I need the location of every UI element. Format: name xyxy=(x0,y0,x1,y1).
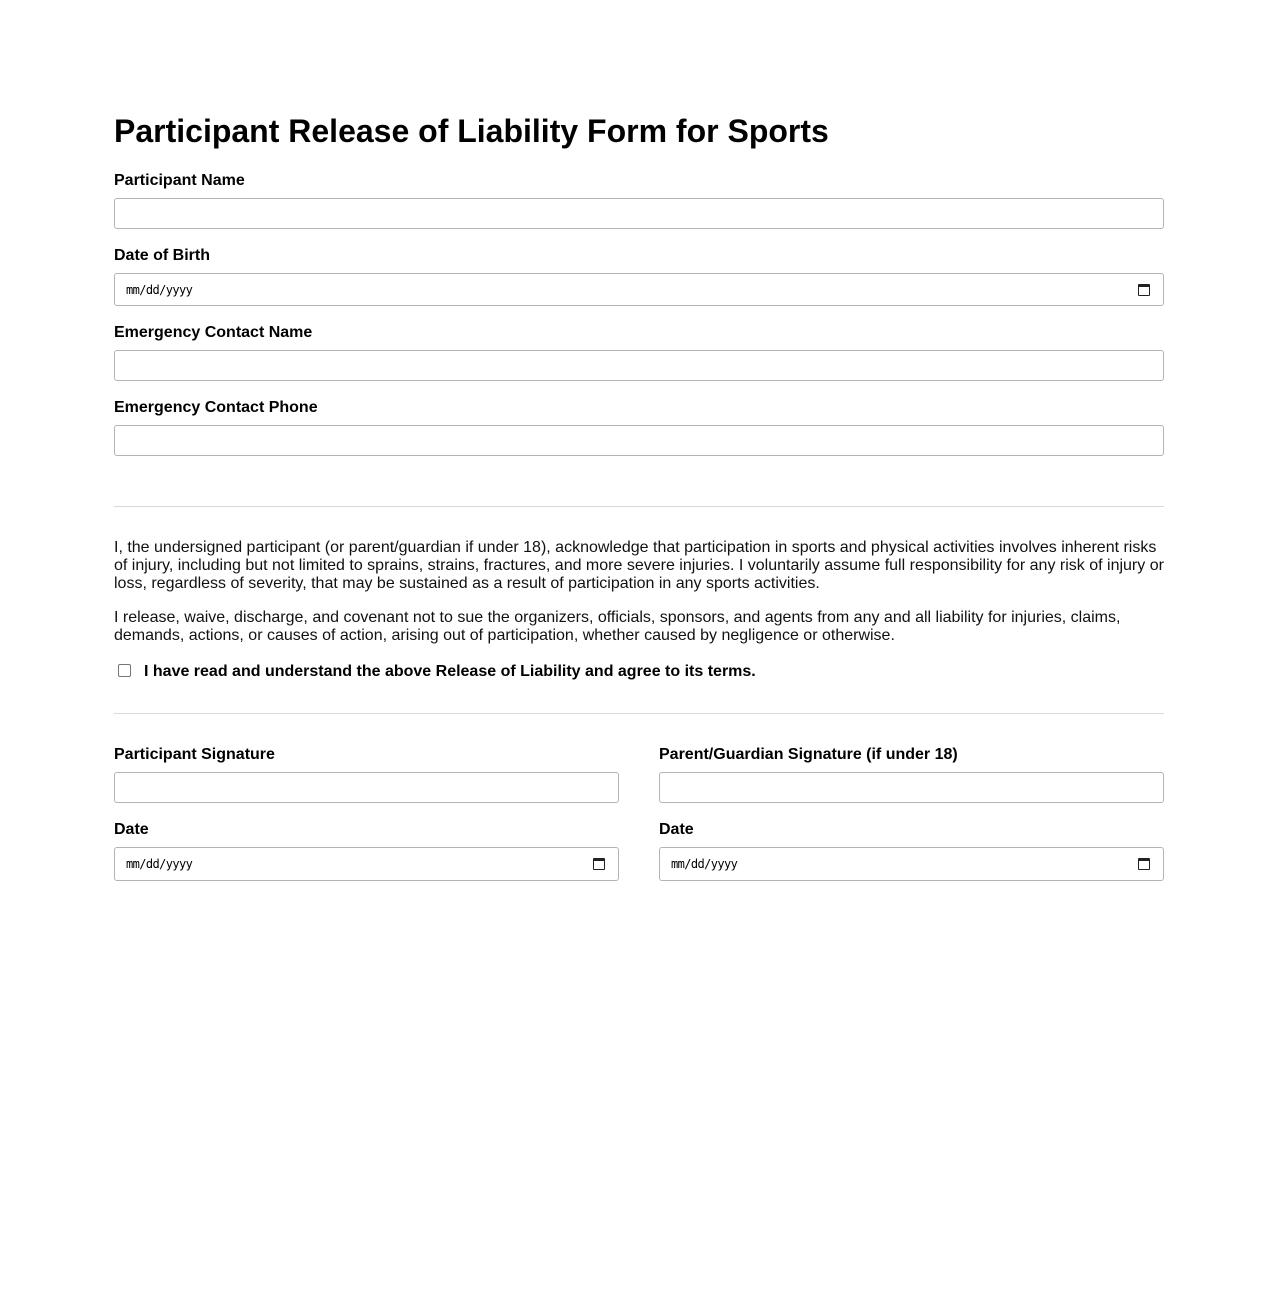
release-paragraph-1: I, the undersigned participant (or parent/guardian if under 18), acknowledge that participation in sports and physical activities involves inherent risks of injury, including but not limited to sprains, strains, fractures, and more severe injuries. I voluntarily assume full responsibility for any risk of injury or loss, regardless of severity, that may be sustained as a result of participation in any sports activities. xyxy=(114,539,1164,592)
guardian-signature-input[interactable] xyxy=(659,772,1164,803)
emergency-phone-label: Emergency Contact Phone xyxy=(114,399,318,416)
calendar-icon[interactable] xyxy=(1138,284,1150,296)
guardian-date-label: Date xyxy=(659,821,694,838)
participant-name-input[interactable] xyxy=(114,198,1164,229)
divider xyxy=(114,506,1164,507)
emergency-name-input[interactable] xyxy=(114,350,1164,381)
guardian-date-placeholder: mm/dd/yyyy xyxy=(671,857,738,871)
participant-date-input[interactable] xyxy=(114,847,619,881)
guardian-signature-label: Parent/Guardian Signature (if under 18) xyxy=(659,746,958,763)
participant-date-placeholder: mm/dd/yyyy xyxy=(126,857,193,871)
guardian-date-input[interactable] xyxy=(659,847,1164,881)
dob-label: Date of Birth xyxy=(114,247,210,264)
agree-checkbox[interactable] xyxy=(118,664,131,677)
page-title: Participant Release of Liability Form for Sports xyxy=(114,113,829,149)
release-paragraph-2: I release, waive, discharge, and covenant not to sue the organizers, officials, sponsors, and agents from any and all liability for injuries, claims, demands, actions, or causes of action, arising out of participation, whether caused by negligence or otherwise. xyxy=(114,609,1121,644)
calendar-icon[interactable] xyxy=(1138,858,1150,870)
participant-signature-input[interactable] xyxy=(114,772,619,803)
dob-placeholder: mm/dd/yyyy xyxy=(126,283,193,297)
emergency-phone-input[interactable] xyxy=(114,425,1164,456)
calendar-icon[interactable] xyxy=(593,858,605,870)
participant-date-label: Date xyxy=(114,821,149,838)
divider xyxy=(114,713,1164,714)
agree-label[interactable]: I have read and understand the above Release of Liability and agree to its terms. xyxy=(144,663,756,680)
participant-name-label: Participant Name xyxy=(114,172,245,189)
dob-input[interactable] xyxy=(114,273,1164,306)
emergency-name-label: Emergency Contact Name xyxy=(114,324,313,341)
participant-signature-label: Participant Signature xyxy=(114,746,275,763)
